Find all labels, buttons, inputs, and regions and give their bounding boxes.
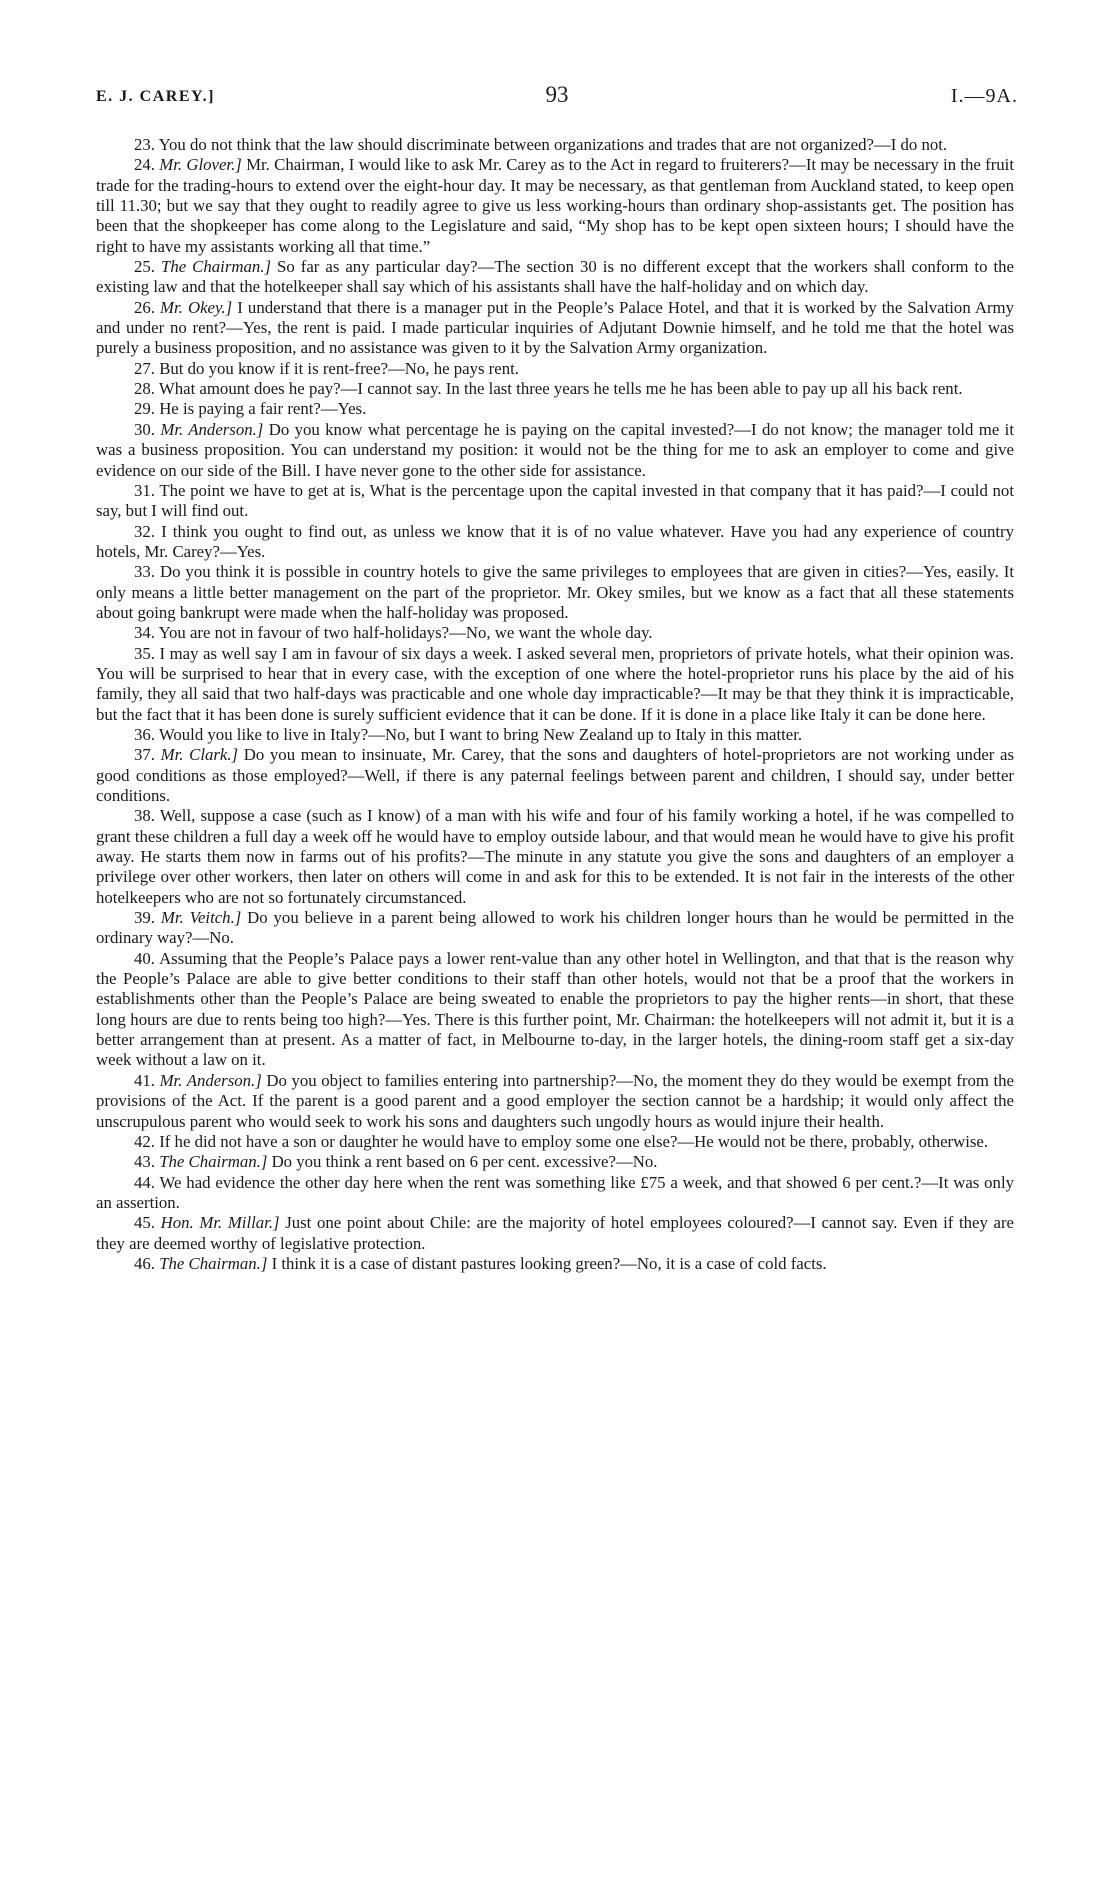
speaker-name: The Chairman.]	[161, 257, 271, 277]
question-text: I understand that there is a manager put in the People’s Palace Hotel, and that it is worked by the Salvation Army and under no rent?—Yes, the rent is paid. I made particular inquiries of Adjutant Downie himself, and he told me that the hotel was purely a business proposition, and no assistance was given to it by the Salvation Army organization.	[96, 297, 1014, 358]
question-text: You do not think that the law should discriminate between organizations and trades that are not organized?—I do not.	[158, 135, 948, 154]
question-text: Mr. Chairman, I would like to ask Mr. Carey as to the Act in regard to fruiterers?—It may be necessary in the fruit trade for the trading-hours to extend over the eight-hour day. It may be necessary, as that gentleman from Auckland stated, to keep open till 11.30; but we say that they ought to readily agree to give us less working-hours than ordinary shop-assistants get. The position has been that the shopkeeper has come along to the Legislature and said, “My shop has to be kept open sixteen hours; I should have the right to have my assistants working all that time.”	[96, 155, 1015, 256]
question-number: 40.	[134, 948, 155, 968]
question-text: You are not in favour of two half-holidays?—No, we want the whole day.	[158, 623, 653, 643]
question-text: Do you think it is possible in country hotels to give the same privileges to employees that are given in cities?—Yes, easily. It only means a little better management on the part of the proprietor. Mr. Okey smiles, but we know as a fact that all these statements about going bankrupt were made when the half-holiday was proposed.	[96, 562, 1014, 622]
question-paragraph	[96, 1071, 1014, 1132]
question-paragraph	[96, 155, 1014, 257]
question-number: 46.	[134, 1253, 155, 1273]
question-number: 26.	[134, 297, 155, 317]
question-number: 28.	[134, 379, 155, 399]
question-number: 34.	[134, 623, 155, 643]
page-number: 93	[545, 82, 569, 107]
question-number: 39.	[134, 908, 155, 928]
question-number: 32.	[134, 521, 155, 541]
question-paragraph	[96, 379, 1014, 399]
question-number: 45.	[134, 1213, 155, 1233]
speaker-name: Mr. Anderson.]	[159, 1070, 262, 1090]
question-paragraph	[96, 908, 1014, 949]
question-text: I think it is a case of distant pastures looking green?—No, it is a case of cold facts.	[271, 1253, 827, 1273]
page-header	[96, 82, 1018, 112]
question-text: But do you know if it is rent-free?—No, he pays rent.	[159, 358, 519, 378]
speaker-name: Mr. Anderson.]	[160, 419, 264, 439]
testimony-body	[96, 135, 1014, 1274]
question-paragraph	[96, 1254, 1014, 1274]
speaker-name: Mr. Veitch.]	[160, 908, 242, 928]
speaker-name: Mr. Okey.]	[160, 297, 233, 317]
question-paragraph	[96, 1132, 1014, 1152]
question-text: Do you know what percentage he is paying on the capital invested?—I do not know; the manager told me it was a business proposition. You can understand my position: it would not be the thing for me to ask an employer to come and give evidence on our side of the Bill. I have never gone to the other side for assistance.	[96, 419, 1014, 480]
question-text: He is paying a fair rent?—Yes.	[159, 399, 367, 419]
question-paragraph	[96, 623, 1014, 643]
question-number: 44.	[134, 1172, 155, 1192]
question-text: Would you like to live in Italy?—No, but I want to bring New Zealand up to Italy in this matter.	[158, 724, 803, 744]
question-paragraph	[96, 420, 1014, 481]
question-paragraph	[96, 745, 1014, 806]
question-paragraph	[96, 725, 1014, 745]
speaker-name: Hon. Mr. Millar.]	[160, 1213, 280, 1233]
question-number: 31.	[134, 480, 155, 500]
question-number: 30.	[134, 419, 155, 439]
question-text: I may as well say I am in favour of six days a week. I asked several men, proprietors of private hotels, what their opinion was. You will be surprised to hear that in every case, with the exception of one where the hotel-proprietor runs his place by the aid of his family, they all said that two half-days was practicable and one whole day impracticable?—It may be that they think it is impracticable, but the fact that it has been done is surely sufficient evidence that it can be done. If it is done in a place like Italy it can be done here.	[96, 643, 1014, 724]
question-paragraph	[96, 1152, 1014, 1172]
question-text: Just one point about Chile: are the majority of hotel employees coloured?—I cannot say. Even if they are they are deemed worthy of legislative protection.	[96, 1213, 1014, 1253]
question-number: 38.	[134, 806, 155, 826]
question-paragraph	[96, 298, 1014, 359]
question-paragraph	[96, 1173, 1014, 1214]
question-text: Assuming that the People’s Palace pays a lower rent-value than any other hotel in Wellington, and that that is the reason why the People’s Palace are able to give better conditions to their staff than other hotels, would not that be a proof that the workers in establishments other than the People’s Palace are being sweated to enable the proprietors to pay the higher rents—in short, that these long hours are due to rents being too high?—Yes. There is this further point, Mr. Chairman: the hotelkeepers will not admit it, but it is a better arrangement than at present. As a matter of fact, in Melbourne to-day, in the larger hotels, the dining-room staff get a six-day week without a law on it.	[96, 948, 1014, 1070]
question-number: 25.	[134, 257, 155, 277]
question-number: 43.	[134, 1152, 155, 1172]
question-text: The point we have to get at is, What is the percentage upon the capital invested in that company that it has paid?—I could not say, but I will find out.	[96, 480, 1014, 521]
question-number: 36.	[134, 724, 155, 744]
question-number: 37.	[134, 745, 155, 765]
witness-name: E. J. CAREY.]	[96, 88, 215, 105]
question-number: 24.	[134, 155, 155, 175]
question-paragraph	[96, 1213, 1014, 1254]
question-text: Well, suppose a case (such as I know) of a man with his wife and four of his family working a hotel, if he was compelled to grant these children a full day a week off he would have to employ outside labour, and that would mean he would have to give his profit away. He starts them now in farms out of his profits?—The minute in any statute you give the sons and daughters of an employer a privilege over other workers, then later on others will come in and ask for this to be extended. It is not fair in the interests of the other hotelkeepers who are not so fortunately circumstanced.	[96, 806, 1014, 907]
question-paragraph	[96, 949, 1014, 1071]
question-text: Do you believe in a parent being allowed to work his children longer hours than he would be permitted in the ordinary way?—No.	[96, 908, 1014, 948]
question-text: We had evidence the other day here when the rent was something like £75 a week, and that showed 6 per cent.?—It was only an assertion.	[96, 1172, 1014, 1212]
speaker-name: The Chairman.]	[159, 1253, 268, 1273]
question-text: Do you object to families entering into partnership?—No, the moment they do they would be exempt from the provisions of the Act. If the parent is a good parent and a good employer the section cannot be a hardship; it would only affect the unscrupulous parent who would seek to work his sons and daughters such ungodly hours as would injure their health.	[96, 1070, 1014, 1131]
question-paragraph	[96, 135, 1014, 155]
question-paragraph	[96, 481, 1014, 522]
question-number: 41.	[134, 1070, 155, 1090]
question-paragraph	[96, 399, 1014, 419]
question-number: 23.	[134, 135, 155, 154]
question-number: 27.	[134, 358, 155, 378]
question-text: Do you mean to insinuate, Mr. Carey, that the sons and daughters of hotel-proprietors are not working under as good conditions as those employed?—Well, if there is any paternal feelings between parent and children, I should say, under better conditions.	[96, 745, 1014, 805]
question-number: 42.	[134, 1131, 155, 1151]
question-paragraph	[96, 359, 1014, 379]
question-paragraph	[96, 522, 1014, 563]
question-paragraph	[96, 806, 1014, 908]
speaker-name: Mr. Clark.]	[160, 745, 239, 765]
question-text: Do you think a rent based on 6 per cent. excessive?—No.	[271, 1152, 658, 1172]
speaker-name: The Chairman.]	[159, 1152, 268, 1172]
question-text: What amount does he pay?—I cannot say. In the last three years he tells me he has been able to pay up all his back rent.	[158, 379, 963, 399]
question-text: If he did not have a son or daughter he would have to employ some one else?—He would not be there, probably, otherwise.	[159, 1131, 989, 1151]
question-number: 35.	[134, 643, 155, 663]
document-reference: I.—9A.	[950, 85, 1018, 107]
question-number: 33.	[134, 562, 155, 582]
question-paragraph	[96, 644, 1014, 725]
question-number: 29.	[134, 399, 155, 419]
question-text: So far as any particular day?—The section 30 is no different except that the workers shall conform to the existing law and that the hotelkeeper shall say which of his assistants shall have the half-holiday and on which day.	[96, 257, 1014, 297]
question-paragraph	[96, 257, 1014, 298]
question-text: I think you ought to find out, as unless we know that it is of no value whatever. Have you had any experience of country hotels, Mr. Carey?—Yes.	[96, 521, 1014, 561]
question-paragraph	[96, 562, 1014, 623]
speaker-name: Mr. Glover.]	[159, 155, 242, 175]
